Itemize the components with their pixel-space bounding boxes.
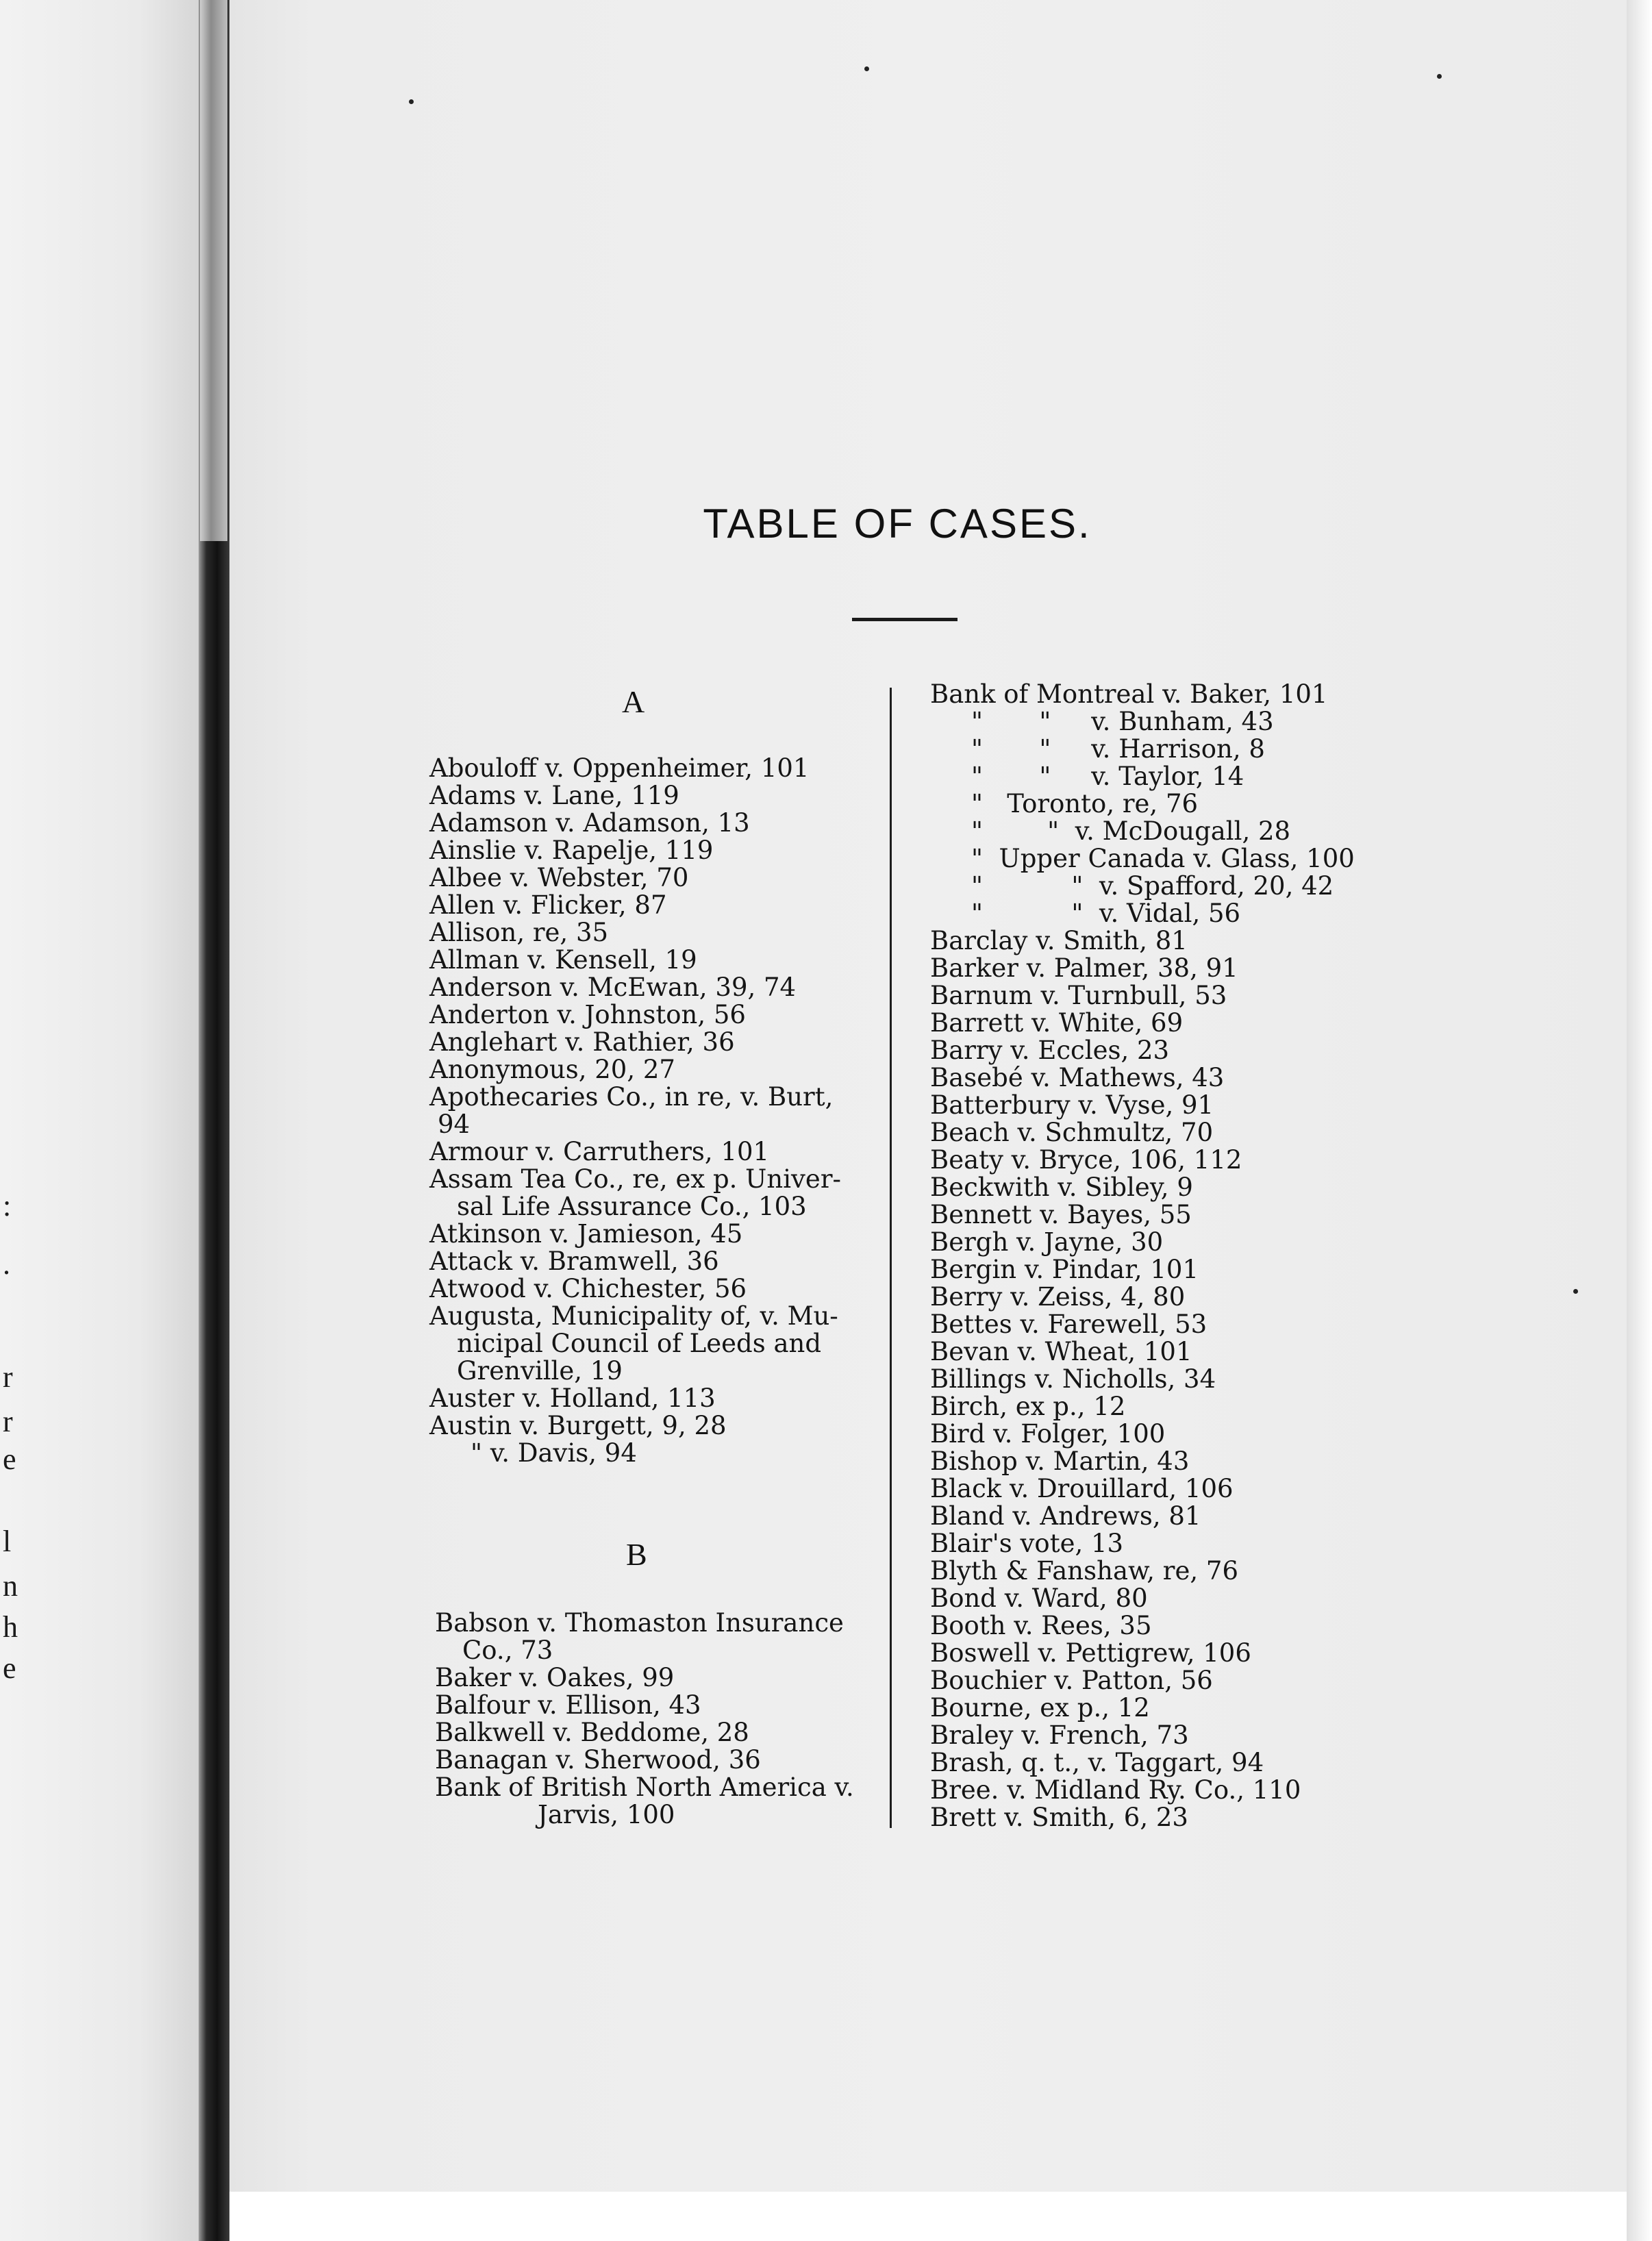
case-entry: Blair's vote, 13: [930, 1529, 1124, 1558]
case-entry-ditto: " Upper Canada v. Glass, 100: [971, 844, 1355, 873]
case-entry: Bland v. Andrews, 81: [930, 1501, 1201, 1531]
case-entry-continuation: 94: [438, 1110, 471, 1139]
left-page-fragment: :: [3, 1189, 12, 1223]
case-entry: Bevan v. Wheat, 101: [930, 1337, 1192, 1366]
case-entry-continuation: Jarvis, 100: [538, 1800, 675, 1829]
case-entry-ditto: " " v. Bunham, 43: [971, 707, 1274, 736]
case-entry-ditto: " " v. Spafford, 20, 42: [971, 871, 1334, 901]
case-entry: Bank of British North America v.: [435, 1773, 854, 1802]
case-entry: Boswell v. Pettigrew, 106: [930, 1638, 1251, 1668]
left-page-fragment: r: [3, 1360, 13, 1394]
left-page-fragment: e: [3, 1651, 16, 1685]
case-entry: Barrett v. White, 69: [930, 1008, 1184, 1038]
case-entry: Booth v. Rees, 35: [930, 1611, 1152, 1640]
case-entry: Atwood v. Chichester, 56: [429, 1274, 747, 1303]
case-entry: Blyth & Fanshaw, re, 76: [930, 1556, 1238, 1586]
case-entry: Beaty v. Bryce, 106, 112: [930, 1145, 1242, 1175]
left-page-fragment: n: [3, 1569, 18, 1603]
case-entry: Allison, re, 35: [429, 918, 609, 947]
case-entry: Bergin v. Pindar, 101: [930, 1255, 1199, 1284]
section-b-entries: [435, 1610, 854, 1829]
page-bottom-margin: [229, 2192, 1627, 2241]
case-entry: Anderson v. McEwan, 39, 74: [429, 973, 797, 1002]
case-entry-continuation: Grenville, 19: [457, 1356, 623, 1386]
case-entry: Braley v. French, 73: [930, 1720, 1189, 1750]
case-entry: Bergh v. Jayne, 30: [930, 1227, 1164, 1257]
left-page-edge: [0, 0, 199, 2241]
scan-speck: [864, 66, 869, 71]
case-entry: Bank of Montreal v. Baker, 101: [930, 679, 1328, 709]
case-entry: Balkwell v. Beddome, 28: [435, 1718, 749, 1747]
section-a-entries: [429, 755, 841, 1467]
case-entry: Adamson v. Adamson, 13: [429, 808, 750, 838]
case-entry: Black v. Drouillard, 106: [930, 1474, 1234, 1503]
case-entry: Bishop v. Martin, 43: [930, 1447, 1190, 1476]
case-entry: Billings v. Nicholls, 34: [930, 1364, 1216, 1394]
case-entry: Barclay v. Smith, 81: [930, 926, 1188, 955]
right-page-edge: [1627, 0, 1652, 2241]
scan-speck: [1573, 1289, 1578, 1294]
case-entry: Anonymous, 20, 27: [429, 1055, 675, 1084]
case-entry: Auster v. Holland, 113: [429, 1384, 716, 1413]
section-letter-b: B: [626, 1537, 647, 1572]
case-entry: Ainslie v. Rapelje, 119: [429, 836, 714, 865]
case-entry: Anglehart v. Rathier, 36: [429, 1027, 735, 1057]
case-entry: Batterbury v. Vyse, 91: [930, 1090, 1214, 1120]
case-entry: Bourne, ex p., 12: [930, 1693, 1150, 1723]
case-entry: Augusta, Municipality of, v. Mu-: [429, 1301, 838, 1331]
case-entry: Assam Tea Co., re, ex p. Univer-: [429, 1164, 842, 1194]
case-entry: Banagan v. Sherwood, 36: [435, 1745, 761, 1775]
scan-speck: [409, 99, 414, 104]
case-entry: Anderton v. Johnston, 56: [429, 1000, 746, 1029]
case-entry: Austin v. Burgett, 9, 28: [429, 1411, 727, 1440]
left-page-fragment: r: [3, 1405, 13, 1438]
case-entry: Brash, q. t., v. Taggart, 94: [930, 1748, 1264, 1777]
left-page-fragment: h: [3, 1610, 18, 1644]
left-page-fragment: .: [3, 1247, 10, 1281]
case-entry: Baker v. Oakes, 99: [435, 1663, 675, 1692]
right-column-entries: [930, 681, 1355, 1831]
case-entry: Babson v. Thomaston Insurance: [435, 1608, 844, 1638]
case-entry: Abouloff v. Oppenheimer, 101: [429, 753, 810, 783]
book-gutter-highlight: [200, 0, 227, 541]
scan-speck: [1437, 74, 1442, 79]
case-entry: Allman v. Kensell, 19: [429, 945, 697, 975]
page-title: TABLE OF CASES.: [703, 501, 1092, 547]
title-rule: [852, 618, 958, 621]
case-entry: Armour v. Carruthers, 101: [429, 1137, 770, 1166]
case-entry-ditto: " Toronto, re, 76: [971, 789, 1199, 818]
case-entry: Bettes v. Farewell, 53: [930, 1310, 1207, 1339]
case-entry: Apothecaries Co., in re, v. Burt,: [429, 1082, 834, 1112]
case-entry: Bird v. Folger, 100: [930, 1419, 1166, 1449]
case-entry-continuation: sal Life Assurance Co., 103: [457, 1192, 807, 1221]
case-entry: Basebé v. Mathews, 43: [930, 1063, 1225, 1092]
case-entry-ditto: " " v. Harrison, 8: [971, 734, 1265, 764]
case-entry: Balfour v. Ellison, 43: [435, 1690, 701, 1720]
left-page-fragment: e: [3, 1442, 16, 1476]
case-entry: Albee v. Webster, 70: [429, 863, 689, 892]
case-entry: Barker v. Palmer, 38, 91: [930, 953, 1238, 983]
case-entry: Brett v. Smith, 6, 23: [930, 1803, 1188, 1832]
case-entry: Birch, ex p., 12: [930, 1392, 1126, 1421]
case-entry: Bouchier v. Patton, 56: [930, 1666, 1213, 1695]
case-entry-ditto: " " v. Vidal, 56: [971, 899, 1241, 928]
column-divider: [890, 688, 892, 1828]
case-entry: Barnum v. Turnbull, 53: [930, 981, 1227, 1010]
case-entry-continuation: Co., 73: [462, 1636, 553, 1665]
case-entry-ditto: " v. Davis, 94: [471, 1438, 637, 1468]
case-entry: Bree. v. Midland Ry. Co., 110: [930, 1775, 1301, 1805]
case-entry: Bond v. Ward, 80: [930, 1583, 1148, 1613]
case-entry-ditto: " " v. McDougall, 28: [971, 816, 1291, 846]
case-entry-ditto: " " v. Taylor, 14: [971, 762, 1244, 791]
case-entry: Barry v. Eccles, 23: [930, 1036, 1170, 1065]
case-entry: Adams v. Lane, 119: [429, 781, 679, 810]
case-entry: Allen v. Flicker, 87: [429, 890, 667, 920]
left-page-fragment: l: [3, 1525, 12, 1558]
section-letter-a: A: [622, 684, 645, 719]
case-entry: Bennett v. Bayes, 55: [930, 1200, 1192, 1229]
case-entry-continuation: nicipal Council of Leeds and: [457, 1329, 822, 1358]
case-entry: Atkinson v. Jamieson, 45: [429, 1219, 743, 1249]
case-entry: Berry v. Zeiss, 4, 80: [930, 1282, 1186, 1312]
case-entry: Beckwith v. Sibley, 9: [930, 1173, 1193, 1202]
case-entry: Attack v. Bramwell, 36: [429, 1247, 719, 1276]
case-entry: Beach v. Schmultz, 70: [930, 1118, 1214, 1147]
